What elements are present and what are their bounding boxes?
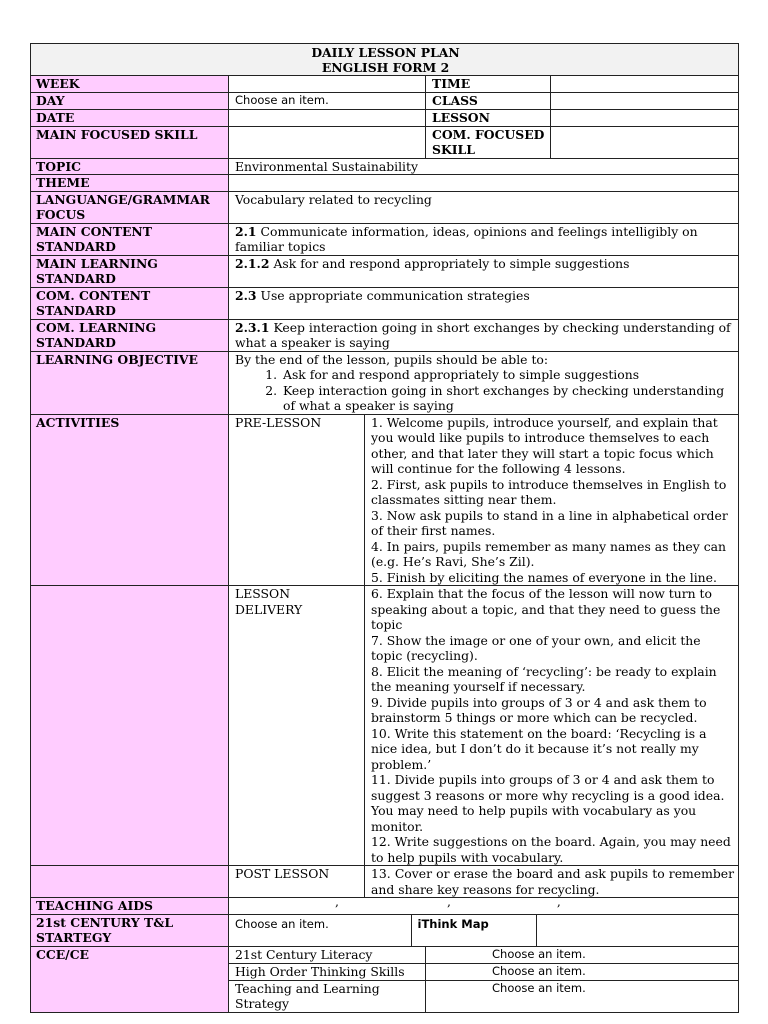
topic-value[interactable]: Environmental Sustainability [229,158,739,175]
plan-header [31,44,739,76]
aids-separator: , [335,894,339,909]
lesson-plan-table [30,43,739,1013]
pre-lesson-steps[interactable] [365,414,739,586]
main-content-standard-code: 2.1 [235,223,257,239]
com-skill-label-line2: SKILL [432,142,475,157]
strategy-dropdown[interactable]: Choose an item. [229,915,411,946]
aids-separator: , [446,894,451,909]
com-learning-standard-text: Keep interaction going in short exchanges by checking understanding of what a speaker is saying [235,319,731,350]
strategy-cell [229,914,739,946]
day-label: DAY [31,92,229,109]
main-learning-standard-text: Ask for and respond appropriately to simple suggestions [269,255,630,271]
lesson-delivery-label-line1: LESSON [235,586,291,601]
com-content-standard-label [31,287,229,319]
cce-label: CCE/CE [31,946,229,1012]
main-content-standard-value[interactable] [229,223,739,255]
theme-label: THEME [31,175,229,192]
main-learning-standard-label-line1: MAIN LEARNING [36,255,158,271]
time-label: TIME [426,76,551,93]
com-skill-value[interactable] [551,126,739,158]
post-lesson-label: POST LESSON [229,866,365,898]
com-learning-standard-code: 2.3.1 [235,319,270,335]
day-dropdown[interactable]: Choose an item. [229,92,426,109]
com-learning-standard-value[interactable] [229,319,739,351]
step-item: 12. Write suggestions on the board. Again, you may need to help pupils with vocabulary. [371,834,731,865]
strategy-label [31,914,229,946]
week-label: WEEK [31,76,229,93]
time-value[interactable] [551,76,739,93]
cce-row-name: Teaching and Learning Strategy [229,980,426,1012]
grammar-focus-value[interactable]: Vocabulary related to recycling [229,191,739,223]
com-content-standard-text: Use appropriate communication strategies [256,287,530,303]
main-learning-standard-label-line2: STANDARD [36,271,116,286]
main-learning-standard-code: 2.1.2 [235,255,270,271]
cce-row-dropdown[interactable]: Choose an item. [426,980,739,1012]
cce-row-name: 21st Century Literacy [229,946,426,963]
post-lesson-step[interactable]: 13. Cover or erase the board and ask pupils to remember and share key reasons for recycling. [365,866,739,898]
activities-label-end [31,866,229,898]
step-item: 4. In pairs, pupils remember as many names as they can (e.g. He’s Ravi, She’s Zil). [371,538,727,569]
date-value[interactable] [229,109,426,126]
lesson-value[interactable] [551,109,739,126]
step-item: 11. Divide pupils into groups of 3 or 4 and ask them to suggest 3 reasons or more why recycling is a good idea. You may need to help pupils with vocabulary as you monitor. [371,772,725,834]
learning-objective-label: LEARNING OBJECTIVE [31,351,229,414]
step-item: 3. Now ask pupils to stand in a line in alphabetical order of their first names. [371,507,728,538]
teaching-aids-value[interactable] [229,894,739,915]
cce-row-dropdown[interactable]: Choose an item. [426,963,739,980]
learning-objective-value[interactable] [229,351,739,414]
objective-item: 2. Keep interaction going in short exchanges by checking understanding of what a speaker is saying [281,383,734,414]
main-content-standard-label [31,223,229,255]
theme-value[interactable] [229,175,739,192]
com-content-standard-value[interactable] [229,287,739,319]
step-item: 10. Write this statement on the board: ‘Recycling is a nice idea, but I don’t do it because it’s not really my problem.’ [371,725,707,772]
grammar-focus-label-line1: LANGUANGE/GRAMMAR [36,191,210,207]
aids-separator: , [556,894,561,909]
ithink-map-value[interactable] [536,915,738,946]
main-skill-value[interactable] [229,126,426,158]
strategy-label-line1: 21st CENTURY T&L [36,914,174,930]
strategy-label-line2: STARTEGY [36,930,112,945]
grammar-focus-label [31,191,229,223]
main-content-standard-label-line1: MAIN CONTENT [36,223,152,239]
activities-label-continued [31,586,229,866]
cce-row-dropdown[interactable]: Choose an item. [426,946,739,963]
lesson-plan-sheet [30,43,738,1013]
step-item: 9. Divide pupils into groups of 3 or 4 and ask them to brainstorm 5 things or more which can be recycled. [371,694,707,725]
ithink-map-label: iThink Map [411,915,536,946]
cce-row-name: High Order Thinking Skills [229,963,426,980]
lesson-delivery-steps[interactable] [365,586,739,866]
plan-title: DAILY LESSON PLAN [311,45,460,60]
step-item: 7. Show the image or one of your own, and elicit the topic (recycling). [371,632,701,663]
week-value[interactable] [229,76,426,93]
pre-lesson-label: PRE-LESSON [229,414,365,586]
main-skill-label: MAIN FOCUSED SKILL [31,126,229,158]
step-item: 8. Elicit the meaning of ‘recycling’: be ready to explain the meaning yourself if necessary. [371,663,717,694]
step-item: 1. Welcome pupils, introduce yourself, and explain that you would like pupils to introduce themselves to each other, and that later they will start a topic focus which will continue for the following 4 lessons. [371,414,718,476]
main-content-standard-label-line2: STANDARD [36,239,116,254]
lesson-delivery-label-line2: DELIVERY [235,601,303,617]
learning-objective-intro: By the end of the lesson, pupils should be able to: [235,351,549,367]
class-value[interactable] [551,92,739,109]
main-learning-standard-label [31,255,229,287]
main-learning-standard-value[interactable] [229,255,739,287]
com-content-standard-label-line2: STANDARD [36,303,116,318]
plan-subject: ENGLISH FORM 2 [321,60,450,75]
step-item: 5. Finish by eliciting the names of everyone in the line. [371,569,717,585]
objective-list [235,367,734,414]
teaching-aids-label: TEACHING AIDS [31,898,229,915]
step-item: 2. First, ask pupils to introduce themselves in English to classmates sitting near them. [371,476,727,507]
lesson-delivery-label [229,586,365,866]
com-learning-standard-label [31,319,229,351]
com-learning-standard-label-line1: COM. LEARNING [36,319,157,335]
topic-label: TOPIC [31,158,229,175]
strategy-inner-table [229,915,738,946]
com-content-standard-code: 2.3 [235,287,257,303]
com-content-standard-label-line1: COM. CONTENT [36,287,151,303]
date-label: DATE [31,109,229,126]
lesson-label: LESSON [426,109,551,126]
com-skill-label-line1: COM. FOCUSED [432,126,545,142]
main-content-standard-text: Communicate information, ideas, opinions and feelings intelligibly on familiar topics [235,223,698,254]
step-item: 6. Explain that the focus of the lesson will now turn to speaking about a topic, and that they need to guess the topic [371,586,721,632]
com-skill-label [426,126,551,158]
activities-label: ACTIVITIES [31,414,229,586]
class-label: CLASS [426,92,551,109]
grammar-focus-label-line2: FOCUS [36,207,86,222]
com-learning-standard-label-line2: STANDARD [36,335,116,350]
objective-item: 1. Ask for and respond appropriately to simple suggestions [281,367,734,383]
